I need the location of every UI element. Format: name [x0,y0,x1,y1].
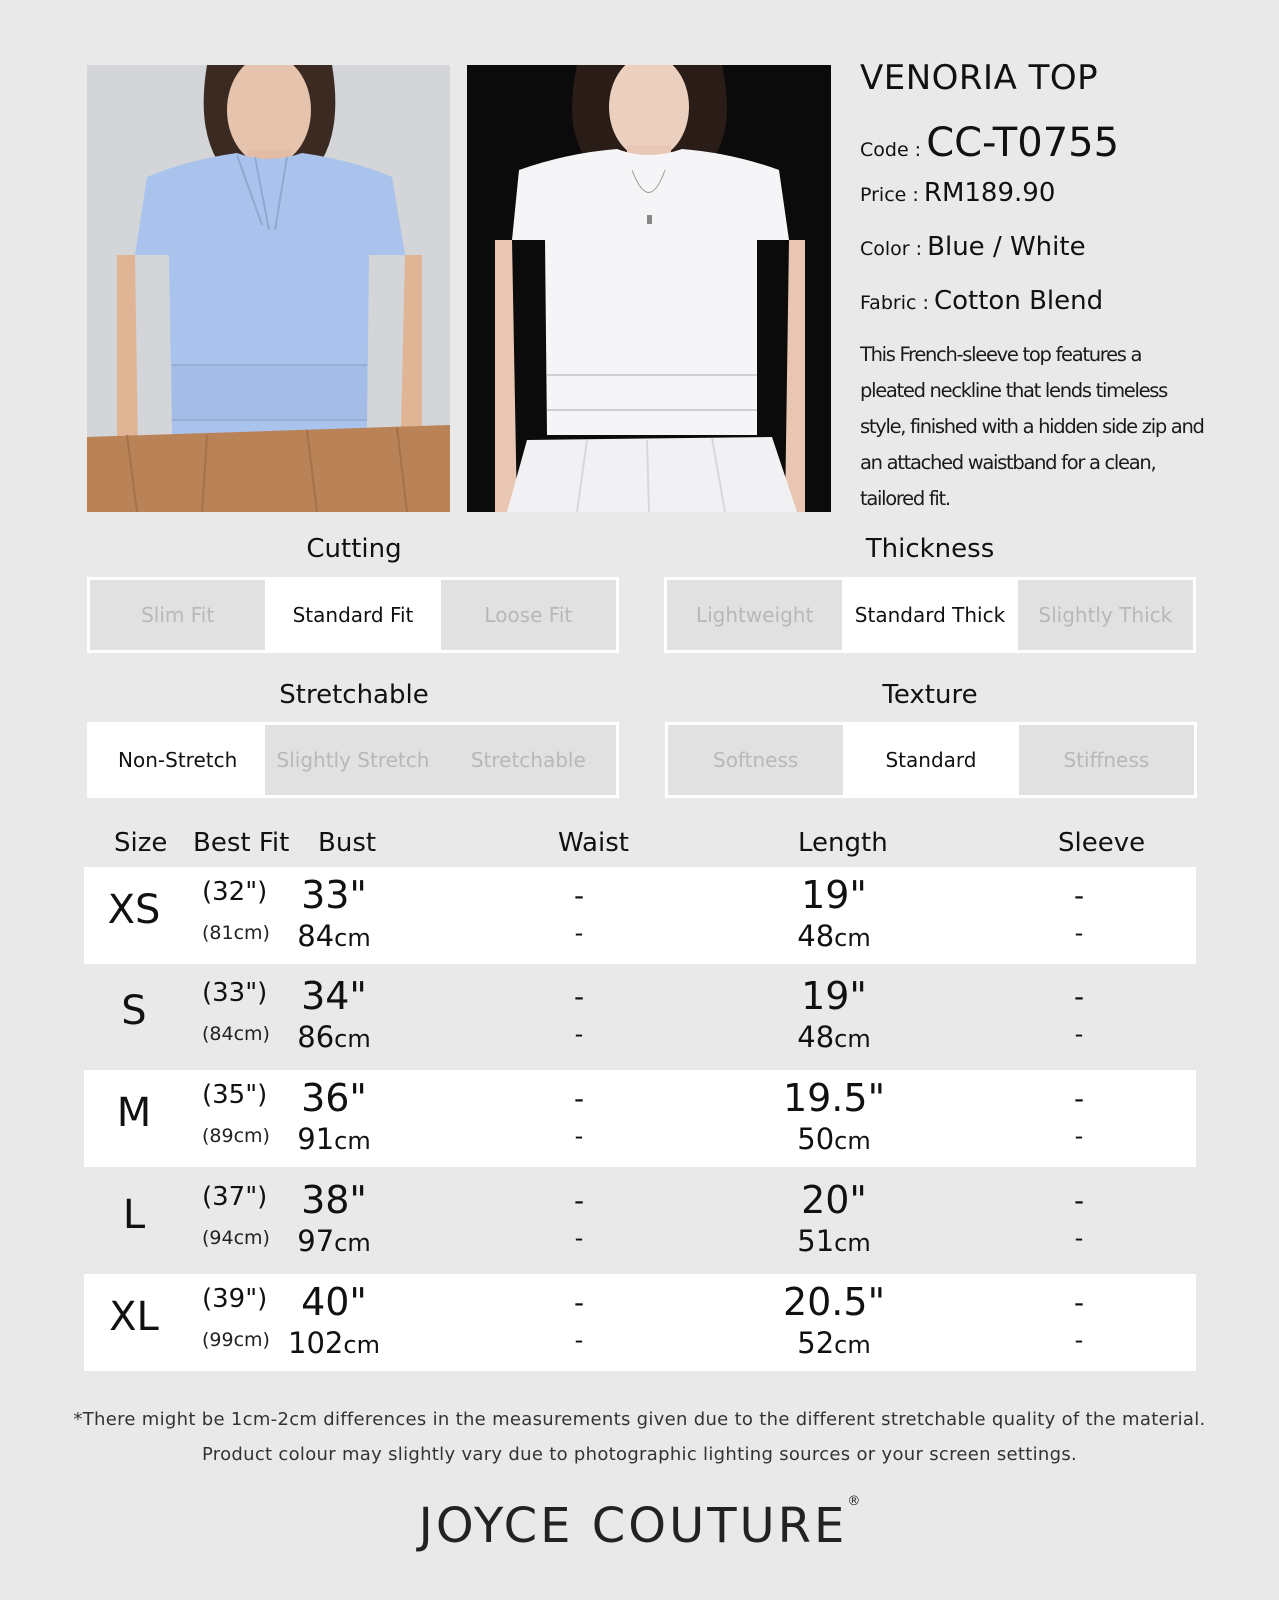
bust-inches: 36" [301,1076,367,1120]
size-label: M [116,1090,152,1136]
table-row [84,968,1196,1065]
unit-cm: cm [834,1229,871,1257]
product-price: RM189.90 [923,178,1056,208]
bust-cm [274,919,394,953]
sleeve-cm: - [1074,919,1084,947]
stretchable-option: Stretchable [470,748,586,772]
unit-cm: cm [834,1127,871,1155]
texture-option: Softness [713,748,799,772]
bust-cm-value: 102 [288,1326,344,1360]
length-cm-value: 48 [797,919,835,953]
texture-option-selected: Standard [843,725,1018,795]
colour-note: Product colour may slightly vary due to photographic lighting sources or your screen settings. [201,1444,1078,1465]
sleeve-cm: - [1074,1326,1084,1354]
bust-inches: 40" [301,1280,367,1324]
header-best-fit: Best Fit [193,828,290,858]
product-color: Blue / White [927,232,1086,262]
unit-cm: cm [334,1229,371,1257]
unit-cm: cm [343,1331,380,1359]
best-fit-inches: (37") [202,1182,268,1212]
stretchable-option: Slightly Stretch [276,748,430,772]
sleeve-inches: - [1073,980,1085,1013]
best-fit-inches: (39") [202,1284,268,1314]
texture-option: Stiffness [1063,748,1150,772]
bust-cm [274,1122,394,1156]
table-row [84,1070,1196,1167]
stretchable-scale [87,722,619,798]
product-code: CC-T0755 [926,120,1120,166]
table-row [84,1274,1196,1371]
length-cm [744,1224,924,1258]
length-cm [744,1326,924,1360]
unit-cm: cm [834,1331,871,1359]
best-fit-cm: (84cm) [202,1023,270,1045]
unit-cm: cm [334,1025,371,1053]
sleeve-cm: - [1074,1122,1084,1150]
length-cm-value: 48 [797,1020,835,1054]
length-inches: 20" [801,1178,867,1222]
product-description: This French-sleeve top features a pleated neckline that lends timeless style, finished with a hidden side zip and an attached waistband for a clean, tailored fit. [860,343,1204,510]
bust-inches: 33" [301,873,367,917]
header-length: Length [798,828,888,858]
cutting-scale [87,577,619,653]
length-inches: 19" [801,873,867,917]
length-cm-value: 52 [797,1326,835,1360]
length-cm [744,919,924,953]
length-cm-value: 51 [797,1224,835,1258]
bust-cm [274,1020,394,1054]
header-bust: Bust [318,828,377,858]
bust-cm-value: 86 [297,1020,335,1054]
length-cm [744,1020,924,1054]
product-photo-blue [87,65,450,512]
product-fabric-row [860,286,1103,316]
bust-inches: 38" [301,1178,367,1222]
cutting-title: Cutting [306,534,402,564]
unit-cm: cm [334,924,371,952]
waist-cm: - [574,1224,584,1252]
header-waist: Waist [558,828,629,858]
code-label: Code : [860,139,922,161]
bust-cm-value: 91 [297,1122,335,1156]
product-code-row [860,120,1119,166]
price-label: Price : [860,184,919,206]
sleeve-inches: - [1073,879,1085,912]
bust-cm-value: 97 [297,1224,335,1258]
brand-name: JOYCE COUTURE [418,1498,848,1554]
product-color-row [860,232,1086,262]
thickness-option: Lightweight [695,603,814,627]
cutting-option-selected: Standard Fit [265,580,440,650]
size-label: L [122,1192,146,1238]
color-label: Color : [860,238,923,260]
product-fabric: Cotton Blend [933,286,1104,316]
size-label: S [121,988,147,1034]
size-label: XS [107,887,161,933]
unit-cm: cm [834,924,871,952]
thickness-title: Thickness [865,534,995,564]
stretchable-title: Stretchable [279,680,429,710]
table-row [84,1172,1196,1269]
product-photo-white [467,65,831,512]
sleeve-inches: - [1073,1286,1085,1319]
best-fit-cm: (99cm) [202,1329,270,1351]
waist-cm: - [574,1326,584,1354]
texture-scale [665,722,1197,798]
bust-inches: 34" [301,974,367,1018]
texture-title: Texture [882,680,978,710]
sleeve-inches: - [1073,1184,1085,1217]
unit-cm: cm [334,1127,371,1155]
brand-logo [0,1494,1279,1554]
bust-cm [274,1224,394,1258]
cutting-option: Slim Fit [141,603,215,627]
best-fit-inches: (32") [202,877,268,907]
waist-inches: - [573,879,585,912]
waist-inches: - [573,1184,585,1217]
size-label: XL [109,1294,159,1340]
measurement-note: *There might be 1cm-2cm differences in the measurements given due to the different stretchable quality of the material. [73,1409,1206,1430]
length-inches: 19" [801,974,867,1018]
thickness-option-selected: Standard Thick [842,580,1017,650]
fabric-label: Fabric : [860,292,929,314]
product-title: VENORIA TOP [860,58,1099,98]
bust-cm-value: 84 [297,919,335,953]
waist-inches: - [573,980,585,1013]
unit-cm: cm [834,1025,871,1053]
sleeve-cm: - [1074,1224,1084,1252]
best-fit-inches: (35") [202,1080,268,1110]
length-inches: 19.5" [782,1076,886,1120]
cutting-option: Loose Fit [484,603,573,627]
stretchable-option-selected: Non-Stretch [90,725,265,795]
thickness-option: Slightly Thick [1038,603,1173,627]
waist-cm: - [574,1122,584,1150]
thickness-scale [664,577,1196,653]
length-cm [744,1122,924,1156]
header-size: Size [114,828,168,858]
waist-cm: - [574,1020,584,1048]
sleeve-cm: - [1074,1020,1084,1048]
best-fit-cm: (94cm) [202,1227,270,1249]
best-fit-inches: (33") [202,978,268,1008]
header-sleeve: Sleeve [1058,828,1146,858]
registered-mark: ® [847,1494,861,1509]
sleeve-inches: - [1073,1082,1085,1115]
best-fit-cm: (89cm) [202,1125,270,1147]
waist-cm: - [574,919,584,947]
product-price-row [860,178,1055,208]
table-row [84,867,1196,964]
bust-cm [274,1326,394,1360]
waist-inches: - [573,1082,585,1115]
length-inches: 20.5" [782,1280,886,1324]
best-fit-cm: (81cm) [202,922,270,944]
waist-inches: - [573,1286,585,1319]
length-cm-value: 50 [797,1122,835,1156]
